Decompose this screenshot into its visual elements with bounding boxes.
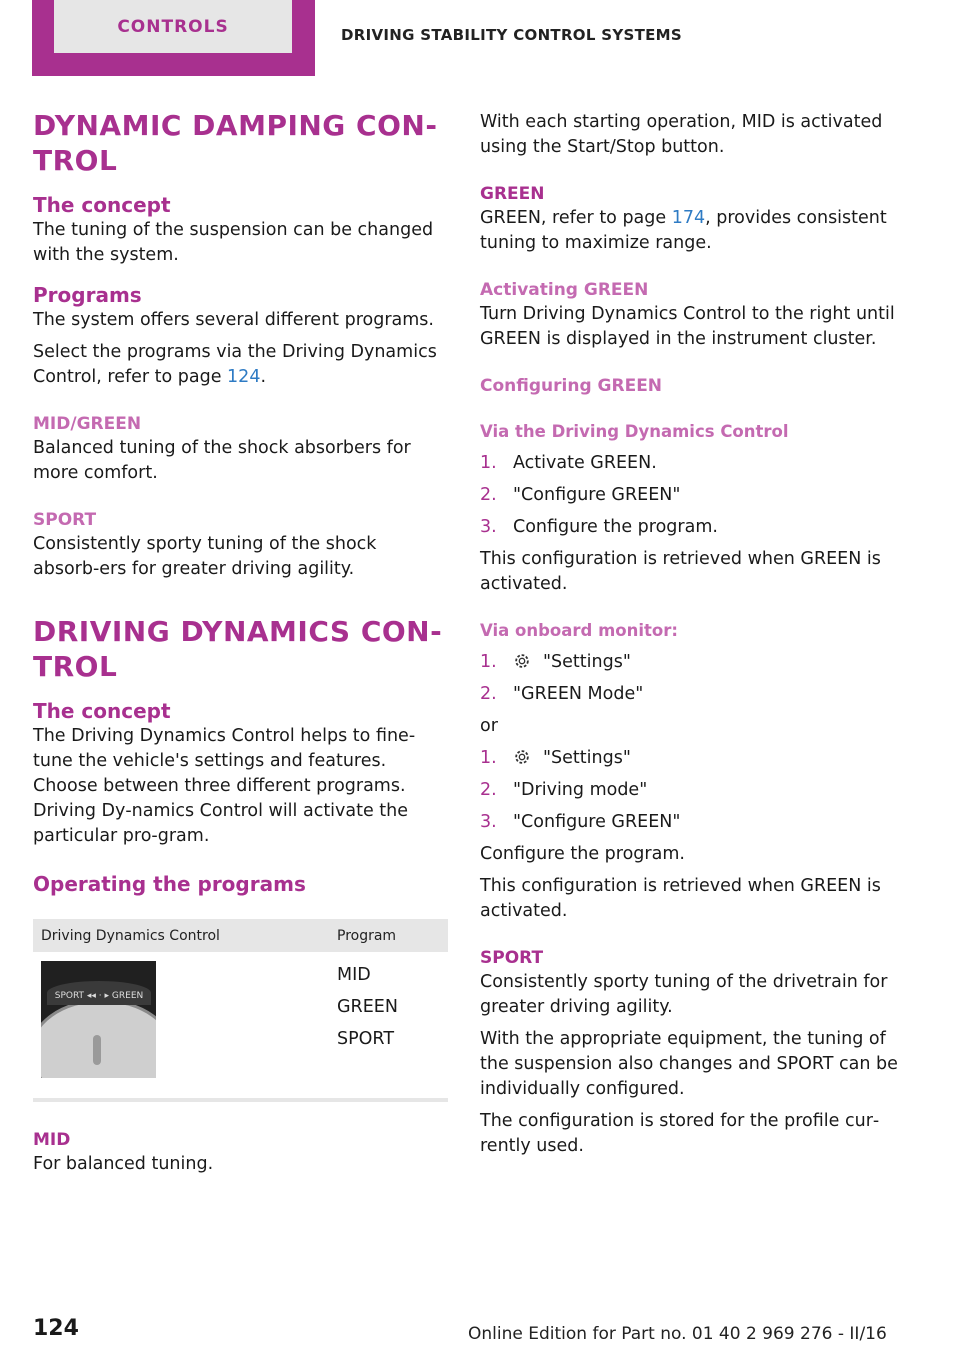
- heading-configuring-green: Configuring GREEN: [480, 376, 663, 396]
- heading-mid: MID: [33, 1130, 71, 1150]
- mid-intro-text: With each starting operation, MID is activated using the Start/Stop button.: [480, 112, 883, 157]
- page-link-124[interactable]: 124: [227, 367, 261, 387]
- monitor-steps-a: [480, 650, 910, 707]
- driving-dynamics-control-knob-image: [41, 961, 156, 1078]
- heading-sport-damping: SPORT: [33, 510, 97, 530]
- activating-text: Turn Driving Dynamics Control to the right until GREEN is displayed in the instrument cluster.: [480, 304, 895, 349]
- programs-text-2-post: .: [260, 367, 267, 387]
- midgreen-text: Balanced tuning of the shock absorbers for more comfort.: [33, 438, 411, 483]
- edition-footer: Online Edition for Part no. 01 40 2 969 276 - II/16: [468, 1324, 887, 1344]
- table-header-ddc: Driving Dynamics Control: [33, 919, 329, 952]
- heading-via-onboard-monitor: Via onboard monitor:: [480, 621, 678, 640]
- programs-text-2: [33, 340, 448, 390]
- heading-activating-green: Activating GREEN: [480, 280, 649, 300]
- heading-driving-dynamics-control: DRIVING DYNAMICS CON‐TROL: [33, 615, 443, 683]
- knob-label: SPORT ◂◂ · ▸ GREEN: [47, 981, 151, 1005]
- programs-text-1: The system offers several different programs.: [33, 310, 434, 330]
- via-ddc-note: This configuration is retrieved when GREEN is activated.: [480, 549, 881, 594]
- chapter-tab-label: CONTROLS: [54, 0, 292, 53]
- left-column: [33, 108, 448, 1177]
- sport-damping-text: Consistently sporty tuning of the shock absorb‐ers for greater driving agility.: [33, 534, 377, 579]
- page-link-174[interactable]: 174: [671, 208, 706, 228]
- right-column: [480, 110, 910, 1159]
- list-item: 1. "Settings": [480, 748, 631, 768]
- green-text-pre: GREEN, refer to page: [480, 208, 672, 228]
- list-item: 3. "Configure GREEN": [480, 812, 681, 832]
- green-text: [480, 206, 910, 256]
- heading-sport: SPORT: [480, 948, 544, 968]
- sport-text-1: Consistently sporty tuning of the drivetrain for greater driving agility.: [480, 972, 888, 1017]
- list-item: 1. Activate GREEN.: [480, 453, 657, 473]
- heading-via-ddc: Via the Driving Dynamics Control: [480, 422, 789, 441]
- list-item: 1. "Settings": [480, 652, 631, 672]
- section-title: DRIVING STABILITY CONTROL SYSTEMS: [341, 26, 683, 44]
- settings-gear-icon: [513, 652, 531, 670]
- or-text: or: [480, 716, 498, 736]
- list-item: 2. "Configure GREEN": [480, 485, 681, 505]
- page-number: 124: [33, 1316, 79, 1341]
- heading-dynamic-damping-control: DYNAMIC DAMPING CON‐TROL: [33, 109, 438, 177]
- heading-programs: Programs: [33, 283, 142, 307]
- ddc-concept-text: The Driving Dynamics Control helps to fine-tune the vehicle's settings and features. Choose between three different programs. Driving Dy‐namics Control will activate the particular pro‐gram.: [33, 726, 416, 846]
- programs-table: [33, 919, 448, 1088]
- header-tab: [32, 0, 315, 76]
- configure-program-text: Configure the program.: [480, 844, 685, 864]
- list-item: 3. Configure the program.: [480, 517, 718, 537]
- heading-green: GREEN: [480, 184, 545, 204]
- concept-text: The tuning of the suspension can be changed with the system.: [33, 220, 434, 265]
- heading-concept: The concept: [33, 193, 171, 217]
- program-green: GREEN: [337, 997, 398, 1017]
- heading-ddc-concept: The concept: [33, 699, 171, 723]
- settings-gear-icon: [513, 748, 531, 766]
- monitor-steps-b: [480, 746, 910, 835]
- program-mid: MID: [337, 965, 371, 985]
- programs-text-2-pre: Select the programs via the Driving Dynamics Control, refer to page: [33, 342, 437, 387]
- list-item: 2. "GREEN Mode": [480, 684, 644, 704]
- program-sport: SPORT: [337, 1029, 395, 1049]
- sport-text-2: With the appropriate equipment, the tuning of the suspension also changes and SPORT can be individually configured.: [480, 1029, 898, 1099]
- via-ddc-steps: [480, 451, 910, 540]
- monitor-note: This configuration is retrieved when GREEN is activated.: [480, 876, 881, 921]
- heading-mid-green: MID/GREEN: [33, 414, 142, 434]
- list-item: 2. "Driving mode": [480, 780, 648, 800]
- table-header-program: Program: [329, 919, 448, 952]
- mid-text: For balanced tuning.: [33, 1154, 214, 1174]
- heading-operating-programs: Operating the programs: [33, 872, 306, 896]
- sport-text-3: The configuration is stored for the profile cur‐rently used.: [480, 1111, 880, 1156]
- green-text-post: , provides consistent tuning to maximize range.: [480, 208, 887, 253]
